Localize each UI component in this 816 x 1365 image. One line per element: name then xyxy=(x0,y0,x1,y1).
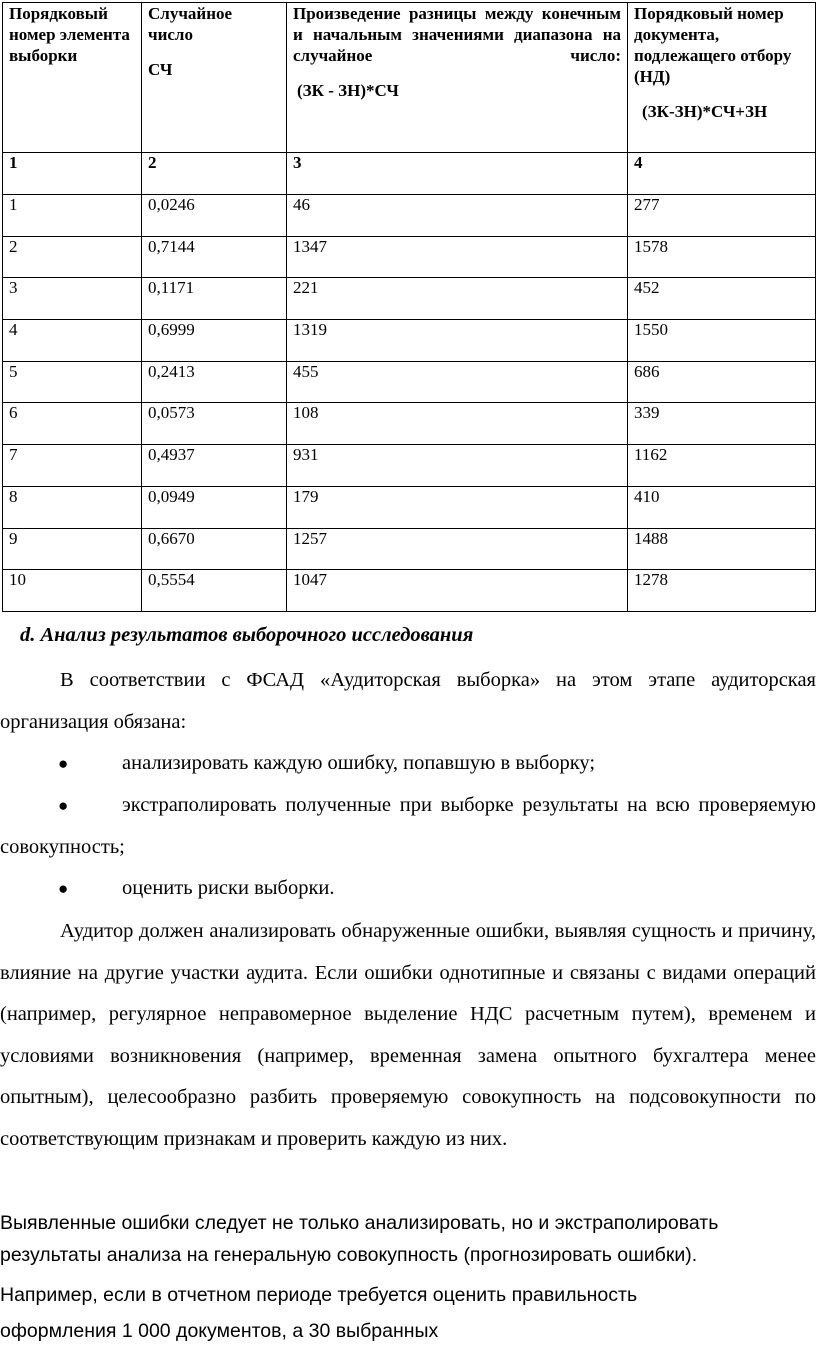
table-row xyxy=(3,403,816,445)
column-number: 1 xyxy=(3,153,142,195)
header-title: Порядковый номер документа, подлежащего отбору (НД) xyxy=(634,4,792,86)
section-title: d. Анализ результатов выборочного исследования xyxy=(20,624,474,646)
table-cell: 0,0573 xyxy=(142,403,287,445)
table-row xyxy=(3,320,816,362)
table-cell: 1 xyxy=(3,195,142,237)
table-cell: 1278 xyxy=(628,570,816,612)
table-cell: 6 xyxy=(3,403,142,445)
table-cell: 9 xyxy=(3,528,142,570)
intro-paragraph: В соответствии с ФСАД «Аудиторская выборка» на этом этапе аудиторская организация обязана: xyxy=(0,669,816,733)
table-cell: 4 xyxy=(3,320,142,362)
header-cell-1 xyxy=(3,3,142,153)
bullet-icon: ● xyxy=(58,796,69,815)
header-title: Случайное число xyxy=(148,4,233,44)
table-cell: 1162 xyxy=(628,445,816,487)
bullet-text: экстраполировать полученные при выборке результаты на всю проверяемую совокупность; xyxy=(0,794,816,858)
sans-text-line: Выявленные ошибки следует не только анализировать, но и экстраполировать xyxy=(0,1212,719,1234)
table-cell: 410 xyxy=(628,486,816,528)
column-number: 2 xyxy=(142,153,287,195)
table-row xyxy=(3,486,816,528)
table-cell: 221 xyxy=(287,278,628,320)
table-cell: 1347 xyxy=(287,236,628,278)
table-cell: 452 xyxy=(628,278,816,320)
table-body xyxy=(3,195,816,612)
table-cell: 0,2413 xyxy=(142,361,287,403)
header-cell-3 xyxy=(287,3,628,153)
table-cell: 8 xyxy=(3,486,142,528)
column-number: 3 xyxy=(287,153,628,195)
table-cell: 339 xyxy=(628,403,816,445)
analysis-paragraph: Аудитор должен анализировать обнаруженные ошибки, выявляя сущность и причину, влияние на другие участки аудита. Если ошибки однотипные и связаны с видами операций (например, регулярное неправомерное выделение НДС расчетным путем), временем и условиями возникновения (например, временная замена опытного бухгалтера менее опытным), целесообразно разбить проверяемую совокупность на подсовокупности по соответствующим признакам и проверить каждую из них. xyxy=(0,920,816,1150)
sans-text-line: оформления 1 000 документов, а 30 выбранных xyxy=(0,1320,439,1342)
header-cell-2 xyxy=(142,3,287,153)
header-title: Порядковый номер элемента выборки xyxy=(9,4,130,65)
sample-table xyxy=(2,2,816,612)
table-row xyxy=(3,236,816,278)
table-cell: 3 xyxy=(3,278,142,320)
table-cell: 0,1171 xyxy=(142,278,287,320)
table-cell: 7 xyxy=(3,445,142,487)
table-row xyxy=(3,528,816,570)
table-cell: 1257 xyxy=(287,528,628,570)
bullet-item xyxy=(0,743,816,785)
table-row xyxy=(3,361,816,403)
table-cell: 46 xyxy=(287,195,628,237)
header-cell-4 xyxy=(628,3,816,153)
bullet-item xyxy=(0,785,816,868)
table-cell: 108 xyxy=(287,403,628,445)
table-cell: 2 xyxy=(3,236,142,278)
table-header-row xyxy=(3,3,816,153)
table-cell: 686 xyxy=(628,361,816,403)
header-formula: СЧ xyxy=(148,60,173,79)
table-cell: 1578 xyxy=(628,236,816,278)
bullet-item xyxy=(0,868,816,910)
header-title: Произведение разницы между конечным и начальным значениями диапазона на случайное число: xyxy=(293,4,621,65)
table-cell: 931 xyxy=(287,445,628,487)
table-cell: 0,0246 xyxy=(142,195,287,237)
sans-text-line: результаты анализа на генеральную совокупность (прогнозировать ошибки). xyxy=(0,1244,698,1266)
table-cell: 1047 xyxy=(287,570,628,612)
table-cell: 455 xyxy=(287,361,628,403)
bullet-text: оценить риски выборки. xyxy=(122,877,335,899)
table-cell: 1319 xyxy=(287,320,628,362)
header-formula: (ЗК - ЗН)*СЧ xyxy=(297,81,399,100)
table-cell: 0,5554 xyxy=(142,570,287,612)
table-row xyxy=(3,195,816,237)
table-cell: 10 xyxy=(3,570,142,612)
table-cell: 0,7144 xyxy=(142,236,287,278)
table-cell: 179 xyxy=(287,486,628,528)
table-cell: 1550 xyxy=(628,320,816,362)
column-number-row xyxy=(3,153,816,195)
bullet-text: анализировать каждую ошибку, попавшую в выборку; xyxy=(122,752,596,774)
table-row xyxy=(3,570,816,612)
sans-text-line: Например, если в отчетном периоде требуется оценить правильность xyxy=(0,1284,638,1306)
table-cell: 5 xyxy=(3,361,142,403)
table-cell: 0,6670 xyxy=(142,528,287,570)
header-formula: (ЗК-ЗН)*СЧ+ЗН xyxy=(642,102,768,121)
table-cell: 0,6999 xyxy=(142,320,287,362)
column-number: 4 xyxy=(628,153,816,195)
table-row xyxy=(3,278,816,320)
table-cell: 0,0949 xyxy=(142,486,287,528)
table-cell: 0,4937 xyxy=(142,445,287,487)
table-row xyxy=(3,445,816,487)
table-cell: 277 xyxy=(628,195,816,237)
bullet-icon: ● xyxy=(58,754,69,773)
table-cell: 1488 xyxy=(628,528,816,570)
bullet-icon: ● xyxy=(58,879,69,898)
